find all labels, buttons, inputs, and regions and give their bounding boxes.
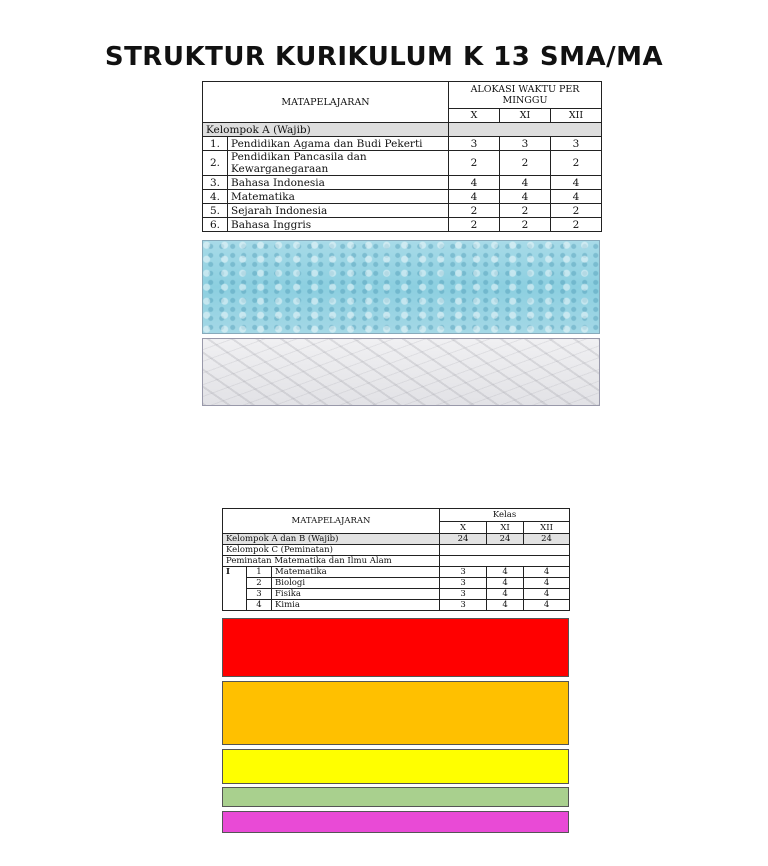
table-row	[203, 218, 602, 232]
table-row	[223, 600, 570, 611]
row-value-xii: 2	[551, 218, 602, 232]
row-value-x: 3	[440, 567, 487, 578]
row-value-xi: 4	[500, 176, 551, 190]
group-ab-x: 24	[440, 534, 487, 545]
row-value-xii: 4	[524, 567, 570, 578]
header-subject: MATAPELAJARAN	[203, 82, 449, 123]
curriculum-table-wajib	[202, 81, 601, 232]
row-subject: Bahasa Indonesia	[228, 176, 449, 190]
page-title: STRUKTUR KURIKULUM K 13 SMA/MA	[104, 42, 664, 72]
curriculum-table-peminatan	[222, 508, 569, 611]
row-value-xi: 2	[500, 218, 551, 232]
table-row	[203, 190, 602, 204]
row-value-x: 3	[449, 137, 500, 151]
color-band-red	[222, 618, 569, 677]
row-value-xi: 4	[487, 578, 524, 589]
row-value-xii: 4	[551, 190, 602, 204]
row-value-xi: 4	[487, 567, 524, 578]
color-band-green	[222, 787, 569, 807]
row-value-xii: 2	[551, 151, 602, 176]
row-value-x: 3	[440, 578, 487, 589]
row-value-x: 3	[440, 600, 487, 611]
peminatan-filler	[440, 556, 570, 567]
row-value-xi: 4	[487, 589, 524, 600]
grade-xi: XI	[500, 109, 551, 123]
row-subject: Fisika	[272, 589, 440, 600]
header-allocation: ALOKASI WAKTU PER MINGGU	[449, 82, 602, 109]
row-value-xii: 4	[524, 578, 570, 589]
marble-texture-cover	[202, 338, 600, 406]
row-number: 2	[247, 578, 272, 589]
row-value-xi: 2	[500, 151, 551, 176]
color-band-magenta	[222, 811, 569, 833]
row-value-xi: 4	[500, 190, 551, 204]
row-value-xii: 3	[551, 137, 602, 151]
row-subject: Sejarah Indonesia	[228, 204, 449, 218]
group-ab-xii: 24	[524, 534, 570, 545]
row-subject: Kimia	[272, 600, 440, 611]
group-ab-xi: 24	[487, 534, 524, 545]
row-value-x: 2	[449, 218, 500, 232]
header-kelas: Kelas	[440, 509, 570, 522]
water-texture-cover	[202, 240, 600, 334]
table-row	[203, 137, 602, 151]
group-ab-label: Kelompok A dan B (Wajib)	[223, 534, 440, 545]
row-number: 2.	[203, 151, 228, 176]
grade-xii: XII	[524, 522, 570, 534]
grade-xii: XII	[551, 109, 602, 123]
grade-x: X	[449, 109, 500, 123]
row-number: 5.	[203, 204, 228, 218]
header-subject: MATAPELAJARAN	[223, 509, 440, 534]
row-value-xii: 4	[524, 600, 570, 611]
row-subject: Pendidikan Pancasila dan Kewarganegaraan	[228, 151, 449, 176]
row-value-xii: 4	[524, 589, 570, 600]
group-c-label: Kelompok C (Peminatan)	[223, 545, 440, 556]
row-subject: Biologi	[272, 578, 440, 589]
row-number: 1.	[203, 137, 228, 151]
group-filler	[449, 123, 602, 137]
peminatan-label: Peminatan Matematika dan Ilmu Alam	[223, 556, 440, 567]
color-band-yellow	[222, 749, 569, 784]
table-row	[223, 578, 570, 589]
row-number: 4.	[203, 190, 228, 204]
roman-numeral: I	[223, 567, 247, 611]
table-row	[203, 176, 602, 190]
table-row	[203, 204, 602, 218]
row-value-xii: 2	[551, 204, 602, 218]
row-value-xii: 4	[551, 176, 602, 190]
row-subject: Bahasa Inggris	[228, 218, 449, 232]
row-subject: Matematika	[272, 567, 440, 578]
table-row	[223, 567, 570, 578]
table-row	[203, 151, 602, 176]
color-band-orange	[222, 681, 569, 745]
row-number: 4	[247, 600, 272, 611]
row-value-xi: 4	[487, 600, 524, 611]
row-value-x: 4	[449, 190, 500, 204]
grade-x: X	[440, 522, 487, 534]
row-value-x: 2	[449, 204, 500, 218]
row-number: 3	[247, 589, 272, 600]
row-number: 3.	[203, 176, 228, 190]
row-subject: Pendidikan Agama dan Budi Pekerti	[228, 137, 449, 151]
group-label: Kelompok A (Wajib)	[203, 123, 449, 137]
row-value-x: 3	[440, 589, 487, 600]
row-value-x: 4	[449, 176, 500, 190]
group-c-filler	[440, 545, 570, 556]
table-row	[223, 589, 570, 600]
row-number: 6.	[203, 218, 228, 232]
row-subject: Matematika	[228, 190, 449, 204]
row-number: 1	[247, 567, 272, 578]
row-value-x: 2	[449, 151, 500, 176]
row-value-xi: 3	[500, 137, 551, 151]
grade-xi: XI	[487, 522, 524, 534]
row-value-xi: 2	[500, 204, 551, 218]
